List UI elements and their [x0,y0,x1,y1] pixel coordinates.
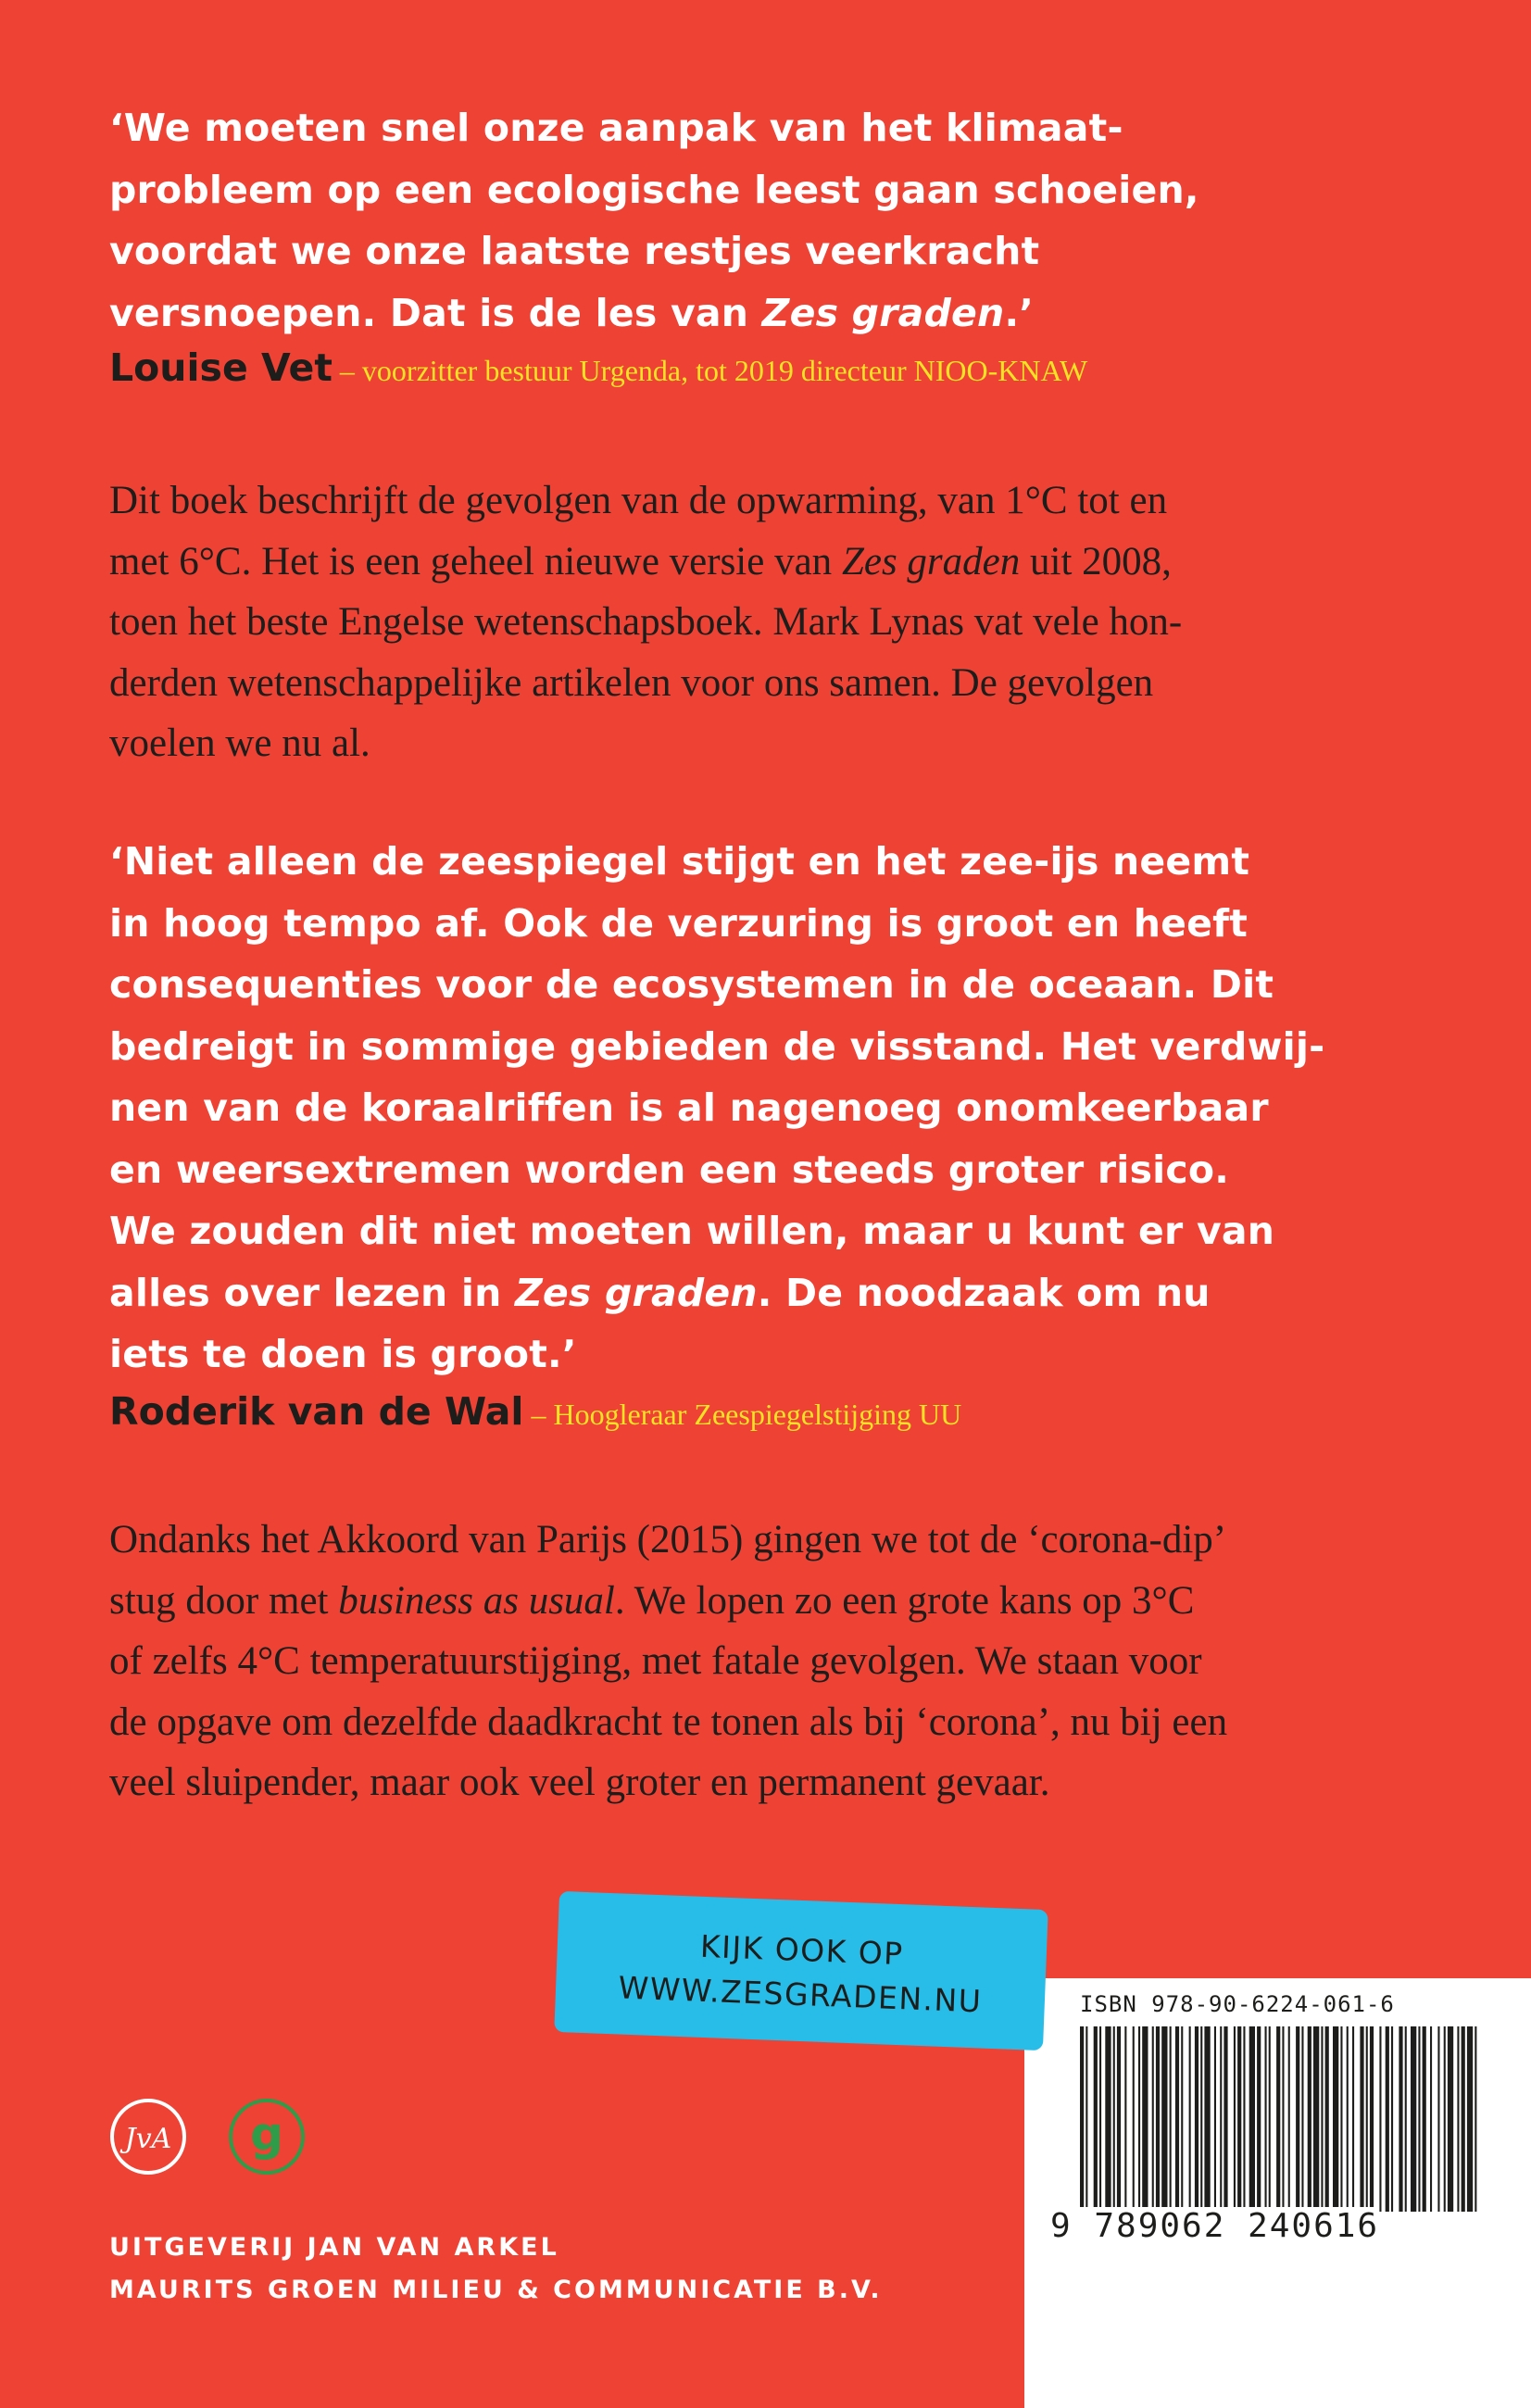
isbn-label: ISBN 978-90-6224-061-6 [1080,1991,1395,2017]
barcode-bar [1347,2026,1349,2212]
publisher-line: MAURITS GROEN MILIEU & COMMUNICATIE B.V. [109,2276,883,2304]
sticker-line: KIJK OOK OP [699,1927,905,1973]
quote-text: alles over lezen in [109,1270,515,1315]
barcode-bar [1333,2026,1338,2212]
barcode-bar [1189,2026,1191,2212]
barcode-digits: 9 789062 240616 [1050,2207,1380,2245]
website-link[interactable]: WWW.ZESGRADEN.NU [617,1969,984,2020]
body-text: met 6°C. Het is een geheel nieuwe versie van [109,539,842,583]
body-line: toen het beste Engelse wetenschapsboek. Mark Lynas vat vele hon- [109,600,1183,644]
barcode-bar [1214,2026,1216,2212]
description-paragraph [109,470,1182,774]
barcode-bar [1325,2026,1329,2212]
body-line [109,532,1182,593]
body-line: voelen we nu al. [109,721,370,765]
barcode-bar [1080,2026,1084,2212]
barcode-bar [1379,2026,1381,2212]
barcode-bar [1391,2026,1393,2212]
barcode-bar [1444,2026,1446,2212]
barcode-bar [1467,2026,1473,2212]
body-line: Ondanks het Akkoord van Parijs (2015) gingen we tot de ‘corona-dip’ [109,1518,1227,1561]
barcode-bar [1113,2026,1115,2212]
quote-text: . De noodzaak om nu [757,1270,1211,1315]
quote-line: We zouden dit niet moeten willen, maar u kunt er van [109,1209,1275,1253]
book-title: Zes graden [841,539,1021,583]
barcode-bar [1124,2026,1126,2212]
barcode-bar [1170,2026,1172,2212]
barcode-bar [1423,2026,1426,2212]
website-sticker [554,1891,1048,2051]
barcode-bar [1161,2026,1167,2212]
author-role: – Hoogleraar Zeespiegelstijging UU [523,1398,962,1431]
body-text: stug door met [109,1578,339,1623]
barcode-bar [1237,2026,1241,2212]
quote-line [109,282,1199,345]
barcode-bar [1352,2026,1354,2212]
logo-lettering: JvA [124,2123,172,2155]
quote-line: en weersextremen worden een steeds groter risico. [109,1147,1230,1192]
barcode-bar [1105,2026,1111,2212]
quote-line: ‘We moeten snel onze aanpak van het klimaat- [109,106,1123,150]
barcode-bar [1296,2026,1299,2212]
barcode-bar [1276,2026,1280,2212]
quote-line: consequenties voor de ecosystemen in de oceaan. Dit [109,962,1274,1007]
barcode-bar [1142,2026,1148,2212]
barcode-bar [1301,2026,1303,2212]
emphasis: business as usual [338,1578,615,1623]
book-title: Zes graden [761,290,1005,335]
author-name: Louise Vet [109,345,333,390]
quote-line: bedreigt in sommige gebieden de visstand. Het verdwij- [109,1023,1325,1069]
body-line [109,1571,1227,1632]
barcode-bar [1099,2026,1101,2212]
barcode-bar [1282,2026,1284,2212]
quote-line: ‘Niet alleen de zeespiegel stijgt en het zee-ijs neemt [109,839,1250,884]
quote-line [109,1262,1324,1324]
quote-line: in hoog tempo af. Ook de verzuring is groot en heeft [109,900,1248,946]
barcode-bar [1475,2026,1476,2212]
barcode-bar [1195,2026,1198,2212]
body-line: of zelfs 4°C temperatuurstijging, met fatale gevolgen. We staan voor [109,1639,1202,1683]
barcode-bar [1204,2026,1210,2212]
barcode-panel [1024,1978,1531,2408]
barcode-bar [1437,2026,1439,2212]
quote-line: iets te doen is groot.’ [109,1332,577,1376]
barcode-bar [1308,2026,1311,2212]
quote-louise-vet [109,97,1199,344]
barcode-bar [1257,2026,1261,2212]
closing-paragraph [109,1510,1227,1813]
body-text: uit 2008, [1020,539,1172,583]
barcode-bar [1086,2026,1087,2212]
barcode-bar [1243,2026,1245,2212]
barcode-bar [1386,2026,1389,2212]
barcode-bar [1220,2026,1222,2212]
barcode-bar [1360,2026,1363,2212]
barcode-bar [1249,2026,1255,2212]
body-text: . We lopen zo een grote kans op 3°C [614,1578,1195,1623]
barcode-bar [1224,2026,1227,2212]
author-name: Roderik van de Wal [109,1389,524,1434]
barcode-bar [1448,2026,1453,2212]
barcode-bar [1288,2026,1290,2212]
barcode-bar [1117,2026,1121,2212]
barcode-bar [1175,2026,1179,2212]
quote-line: probleem op een ecologische leest gaan schoeien, [109,167,1199,212]
publisher-names [109,2226,883,2312]
barcode-bar [1430,2026,1432,2212]
body-line: veel sluipender, maar ook veel groter en permanent gevaar. [109,1761,1050,1804]
barcode-bar [1370,2026,1374,2212]
barcode-bar [1181,2026,1183,2212]
barcode-bar [1094,2026,1098,2212]
quote-text: .’ [1004,290,1035,335]
quote-text: versnoepen. Dat is de les van [109,290,762,335]
attribution-louise-vet [109,345,1087,390]
barcode-bar [1411,2026,1416,2212]
barcode-bar [1313,2026,1319,2212]
quote-line: nen van de koraalriffen is al nagenoeg onomkeerbaar [109,1085,1269,1130]
publisher-line: UITGEVERIJ JAN VAN ARKEL [109,2233,559,2262]
barcode-bar [1366,2026,1368,2212]
barcode-bar [1405,2026,1407,2212]
quote-roderik-van-de-wal [109,831,1324,1386]
barcode-bar [1462,2026,1465,2212]
barcode-bar [1265,2026,1267,2212]
barcode-bar [1457,2026,1459,2212]
barcode-bar [1269,2026,1271,2212]
barcode-bar [1200,2026,1202,2212]
barcode-bar [1399,2026,1402,2212]
barcode-bar [1152,2026,1154,2212]
barcode-bar [1234,2026,1236,2212]
book-title: Zes graden [514,1270,758,1315]
barcode-bar [1133,2026,1135,2212]
author-role: – voorzitter bestuur Urgenda, tot 2019 directeur NIOO-KNAW [332,354,1088,387]
barcode-bar [1138,2026,1140,2212]
barcode-bar [1156,2026,1160,2212]
barcode-bar [1321,2026,1323,2212]
barcode-bar [1340,2026,1342,2212]
jan-van-arkel-logo-icon [109,2098,187,2176]
body-line: de opgave om dezelfde daadkracht te tonen als bij ‘corona’, nu bij een [109,1699,1228,1744]
body-line: derden wetenschappelijke artikelen voor ons samen. De gevolgen [109,660,1154,705]
barcode-bar [1418,2026,1420,2212]
barcode-icon [1080,2026,1478,2212]
maurits-groen-logo-icon [228,2098,306,2176]
quote-line: voordat we onze laatste restjes veerkracht [109,229,1040,273]
logo-lettering: g [250,2107,283,2161]
attribution-roderik-van-de-wal [109,1389,961,1434]
body-line: Dit boek beschrijft de gevolgen van de opwarming, van 1°C tot en [109,479,1168,522]
